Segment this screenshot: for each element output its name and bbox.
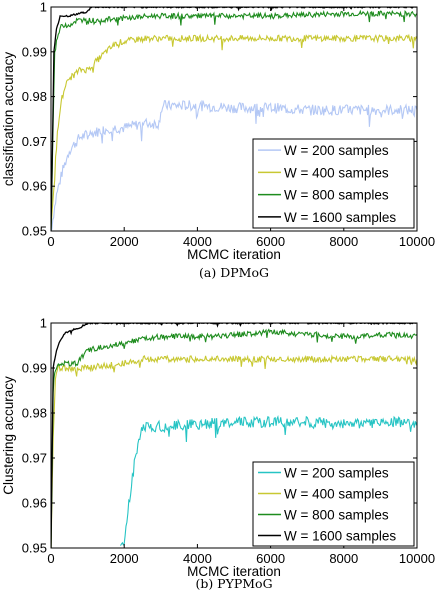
y-tick-label: 0.99 bbox=[21, 360, 47, 376]
legend bbox=[253, 462, 414, 546]
legend-label: W = 800 samples bbox=[284, 507, 389, 523]
legend-label: W = 800 samples bbox=[284, 187, 389, 203]
y-tick-label: 0.96 bbox=[21, 495, 47, 511]
y-tick-label: 0.97 bbox=[21, 450, 47, 466]
legend-label: W = 1600 samples bbox=[284, 528, 397, 544]
x-tick-label: 2000 bbox=[109, 551, 139, 566]
y-tick-label: 1 bbox=[39, 315, 47, 331]
y-tick-label: 0.98 bbox=[21, 405, 47, 421]
legend-label: W = 200 samples bbox=[284, 143, 389, 159]
x-tick-label: 6000 bbox=[256, 551, 286, 566]
x-tick-label: 10000 bbox=[398, 234, 436, 249]
x-tick-label: 8000 bbox=[329, 551, 359, 566]
x-tick-label: 0 bbox=[47, 234, 55, 249]
y-tick-label: 0.97 bbox=[21, 133, 47, 149]
y-axis-label: Clustering accuracy bbox=[1, 376, 16, 495]
legend-label: W = 200 samples bbox=[284, 465, 389, 481]
legend-label: W = 1600 samples bbox=[284, 209, 397, 225]
figure-caption: (b) PYPMoG bbox=[195, 576, 273, 591]
x-tick-label: 4000 bbox=[182, 234, 212, 249]
y-tick-label: 0.95 bbox=[21, 540, 47, 556]
y-tick-label: 0.96 bbox=[21, 178, 47, 194]
y-axis-label: classification accuracy bbox=[1, 51, 16, 187]
x-tick-label: 2000 bbox=[109, 234, 139, 249]
x-axis-label: MCMC iteration bbox=[187, 564, 281, 579]
legend-label: W = 400 samples bbox=[284, 165, 389, 181]
y-tick-label: 1 bbox=[39, 0, 47, 15]
legend bbox=[253, 139, 414, 228]
x-tick-label: 4000 bbox=[182, 551, 212, 566]
x-tick-label: 0 bbox=[47, 551, 55, 566]
y-tick-label: 0.98 bbox=[21, 89, 47, 105]
chart-panel-1 bbox=[1, 0, 435, 280]
x-tick-label: 8000 bbox=[329, 234, 359, 249]
y-tick-label: 0.95 bbox=[21, 223, 47, 239]
y-tick-label: 0.99 bbox=[21, 44, 47, 60]
x-axis-label: MCMC iteration bbox=[187, 247, 281, 262]
chart-panel-2 bbox=[1, 316, 435, 592]
legend-label: W = 400 samples bbox=[284, 486, 389, 502]
x-tick-label: 6000 bbox=[256, 234, 286, 249]
figure-caption: (a) DPMoG bbox=[199, 265, 269, 280]
x-tick-label: 10000 bbox=[398, 551, 436, 566]
